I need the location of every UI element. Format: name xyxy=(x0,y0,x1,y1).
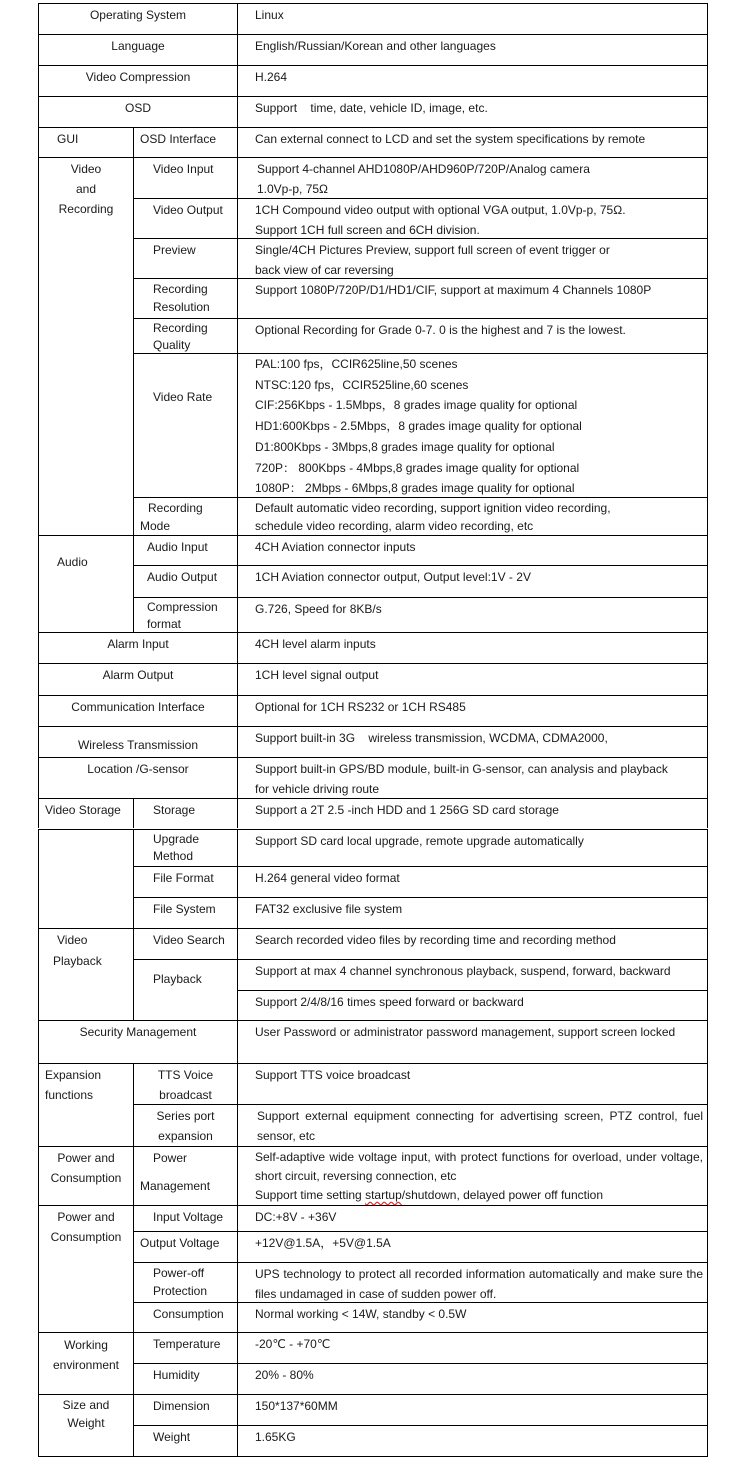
label-language: Language xyxy=(38,34,238,66)
group-power-consumption-2: Power and Consumption xyxy=(38,1205,134,1333)
label-alarm-output: Alarm Output xyxy=(38,663,238,696)
value-power-off-protection: UPS technology to protect all recorded information automatically and make sure the files undamaged in case of sudden power off. xyxy=(237,1262,708,1303)
value-recording-mode: Default automatic video recording, support ignition video recording, schedule video recording, alarm video recording, etc xyxy=(237,497,708,536)
value-compression-format: G.726, Speed for 8KB/s xyxy=(237,597,708,633)
value-security-management: User Password or administrator password management, support screen locked xyxy=(237,1020,708,1064)
group-audio: Audio xyxy=(38,535,134,633)
value-file-system: FAT32 exclusive file system xyxy=(237,897,708,929)
label-preview: Preview xyxy=(133,238,238,279)
label-input-voltage: Input Voltage xyxy=(133,1205,238,1232)
label-recording-mode: Recording Mode xyxy=(133,497,238,536)
label-video-output: Video Output xyxy=(133,198,238,239)
value-video-input: Support 4-channel AHD1080P/AHD960P/720P/Analog camera 1.0Vp-p, 75Ω xyxy=(237,157,708,199)
value-communication-interface: Optional for 1CH RS232 or 1CH RS485 xyxy=(237,695,708,727)
label-communication-interface: Communication Interface xyxy=(38,695,238,727)
value-location-gsensor: Support built-in GPS/BD module, built-in G-sensor, can analysis and playback for vehicle driving route xyxy=(237,757,708,799)
label-series-port-expansion: Series port expansion xyxy=(133,1104,238,1147)
value-alarm-output: 1CH level signal output xyxy=(237,663,708,696)
value-dimension: 150*137*60MM xyxy=(237,1394,708,1426)
label-compression-format: Compression format xyxy=(133,597,238,633)
label-file-system: File System xyxy=(133,897,238,929)
value-audio-output: 1CH Aviation connector output, Output level:1V - 2V xyxy=(237,565,708,598)
value-alarm-input: 4CH level alarm inputs xyxy=(237,632,708,664)
value-video-output: 1CH Compound video output with optional VGA output, 1.0Vp-p, 75Ω. Support 1CH full screen and 6CH division. xyxy=(237,198,708,239)
label-video-rate: Video Rate xyxy=(133,353,238,498)
value-osd: Support time, date, vehicle ID, image, etc. xyxy=(237,96,708,128)
label-video-compression: Video Compression xyxy=(38,65,238,97)
label-weight: Weight xyxy=(133,1425,238,1457)
value-video-search: Search recorded video files by recording time and recording method xyxy=(237,928,708,960)
value-audio-input: 4CH Aviation connector inputs xyxy=(237,535,708,566)
label-video-search: Video Search xyxy=(133,928,238,960)
label-power-off-protection: Power-off Protection xyxy=(133,1262,238,1303)
label-operating-system: Operating System xyxy=(38,3,238,35)
value-tts-voice-broadcast: Support TTS voice broadcast xyxy=(237,1063,708,1105)
value-playback-speed: Support 2/4/8/16 times speed forward or backward xyxy=(237,990,708,1021)
label-consumption: Consumption xyxy=(133,1302,238,1333)
value-wireless-transmission: Support built-in 3G wireless transmission, WCDMA, CDMA2000, xyxy=(237,726,708,758)
value-humidity: 20% - 80% xyxy=(237,1363,708,1395)
value-upgrade-method: Support SD card local upgrade, remote upgrade automatically xyxy=(237,829,708,867)
label-audio-input: Audio Input xyxy=(133,535,238,566)
value-input-voltage: DC:+8V - +36V xyxy=(237,1205,708,1232)
group-gui: GUI xyxy=(38,127,134,158)
label-dimension: Dimension xyxy=(133,1394,238,1426)
label-playback: Playback xyxy=(133,959,238,1021)
label-tts-voice-broadcast: TTS Voice broadcast xyxy=(133,1063,238,1105)
label-output-voltage: Output Voltage xyxy=(133,1231,238,1263)
value-osd-interface: Can external connect to LCD and set the system specifications by remote xyxy=(237,127,708,158)
label-video-input: Video Input xyxy=(133,157,238,199)
group-video-storage-continued xyxy=(38,829,134,929)
group-video-storage: Video Storage xyxy=(38,798,134,828)
value-temperature: -20℃ - +70℃ xyxy=(237,1332,708,1364)
group-working-environment: Working environment xyxy=(38,1332,134,1395)
label-osd-interface: OSD Interface xyxy=(133,127,238,158)
value-consumption: Normal working < 14W, standby < 0.5W xyxy=(237,1302,708,1333)
value-playback-sync: Support at max 4 channel synchronous playback, suspend, forward, backward xyxy=(237,959,708,991)
value-output-voltage: +12V@1.5A，+5V@1.5A xyxy=(237,1231,708,1263)
label-wireless-transmission: Wireless Transmission xyxy=(38,726,238,758)
value-preview: Single/4CH Pictures Preview, support full screen of event trigger or back view of car reversing xyxy=(237,238,708,279)
value-recording-quality: Optional Recording for Grade 0-7. 0 is the highest and 7 is the lowest. xyxy=(237,318,708,354)
value-storage: Support a 2T 2.5 -inch HDD and 1 256G SD card storage xyxy=(237,798,708,828)
value-recording-resolution: Support 1080P/720P/D1/HD1/CIF, support at maximum 4 Channels 1080P xyxy=(237,278,708,319)
group-power-consumption-1: Power and Consumption xyxy=(38,1146,134,1206)
label-storage: Storage xyxy=(133,798,238,828)
label-location-gsensor: Location /G-sensor xyxy=(38,757,238,799)
group-size-weight: Size and Weight xyxy=(38,1394,134,1457)
value-video-rate: PAL:100 fps，CCIR625line,50 scenes NTSC:120 fps，CCIR525line,60 scenes CIF:256Kbps - 1.5Mbps，8 grades image quality for optional HD1:600Kbps - 2.5Mbps，8 grades image quality for optional D1:800Kbps - 3Mbps,8 grades image quality for optional 720P： 800Kbps - 4Mbps,8 grades image quality for optional 1080P： 2Mbps - 6Mbps,8 grades image quality for optional xyxy=(237,353,708,498)
label-upgrade-method: Upgrade Method xyxy=(133,829,238,867)
group-expansion-functions: Expansion functions xyxy=(38,1063,134,1147)
label-power-management: Power Management xyxy=(133,1146,238,1206)
value-language: English/Russian/Korean and other languages xyxy=(237,34,708,66)
label-security-management: Security Management xyxy=(38,1020,238,1064)
label-humidity: Humidity xyxy=(133,1363,238,1395)
label-audio-output: Audio Output xyxy=(133,565,238,598)
value-weight: 1.65KG xyxy=(237,1425,708,1457)
label-recording-resolution: Recording Resolution xyxy=(133,278,238,319)
value-power-management: Self-adaptive wide voltage input, with protect functions for overload, under voltage, short circuit, reversing connection, etc Support time setting startup/shutdown, delayed power off function xyxy=(237,1146,708,1206)
value-series-port-expansion: Support external equipment connecting for advertising screen, PTZ control, fuel sensor, etc xyxy=(237,1104,708,1147)
value-operating-system: Linux xyxy=(237,3,708,35)
label-recording-quality: Recording Quality xyxy=(133,318,238,354)
label-file-format: File Format xyxy=(133,866,238,898)
value-video-compression: H.264 xyxy=(237,65,708,97)
group-video-playback: Video Playback xyxy=(38,928,134,1021)
group-video-recording: Video and Recording xyxy=(38,157,134,536)
label-osd: OSD xyxy=(38,96,238,128)
value-file-format: H.264 general video format xyxy=(237,866,708,898)
label-alarm-input: Alarm Input xyxy=(38,632,238,664)
label-temperature: Temperature xyxy=(133,1332,238,1364)
